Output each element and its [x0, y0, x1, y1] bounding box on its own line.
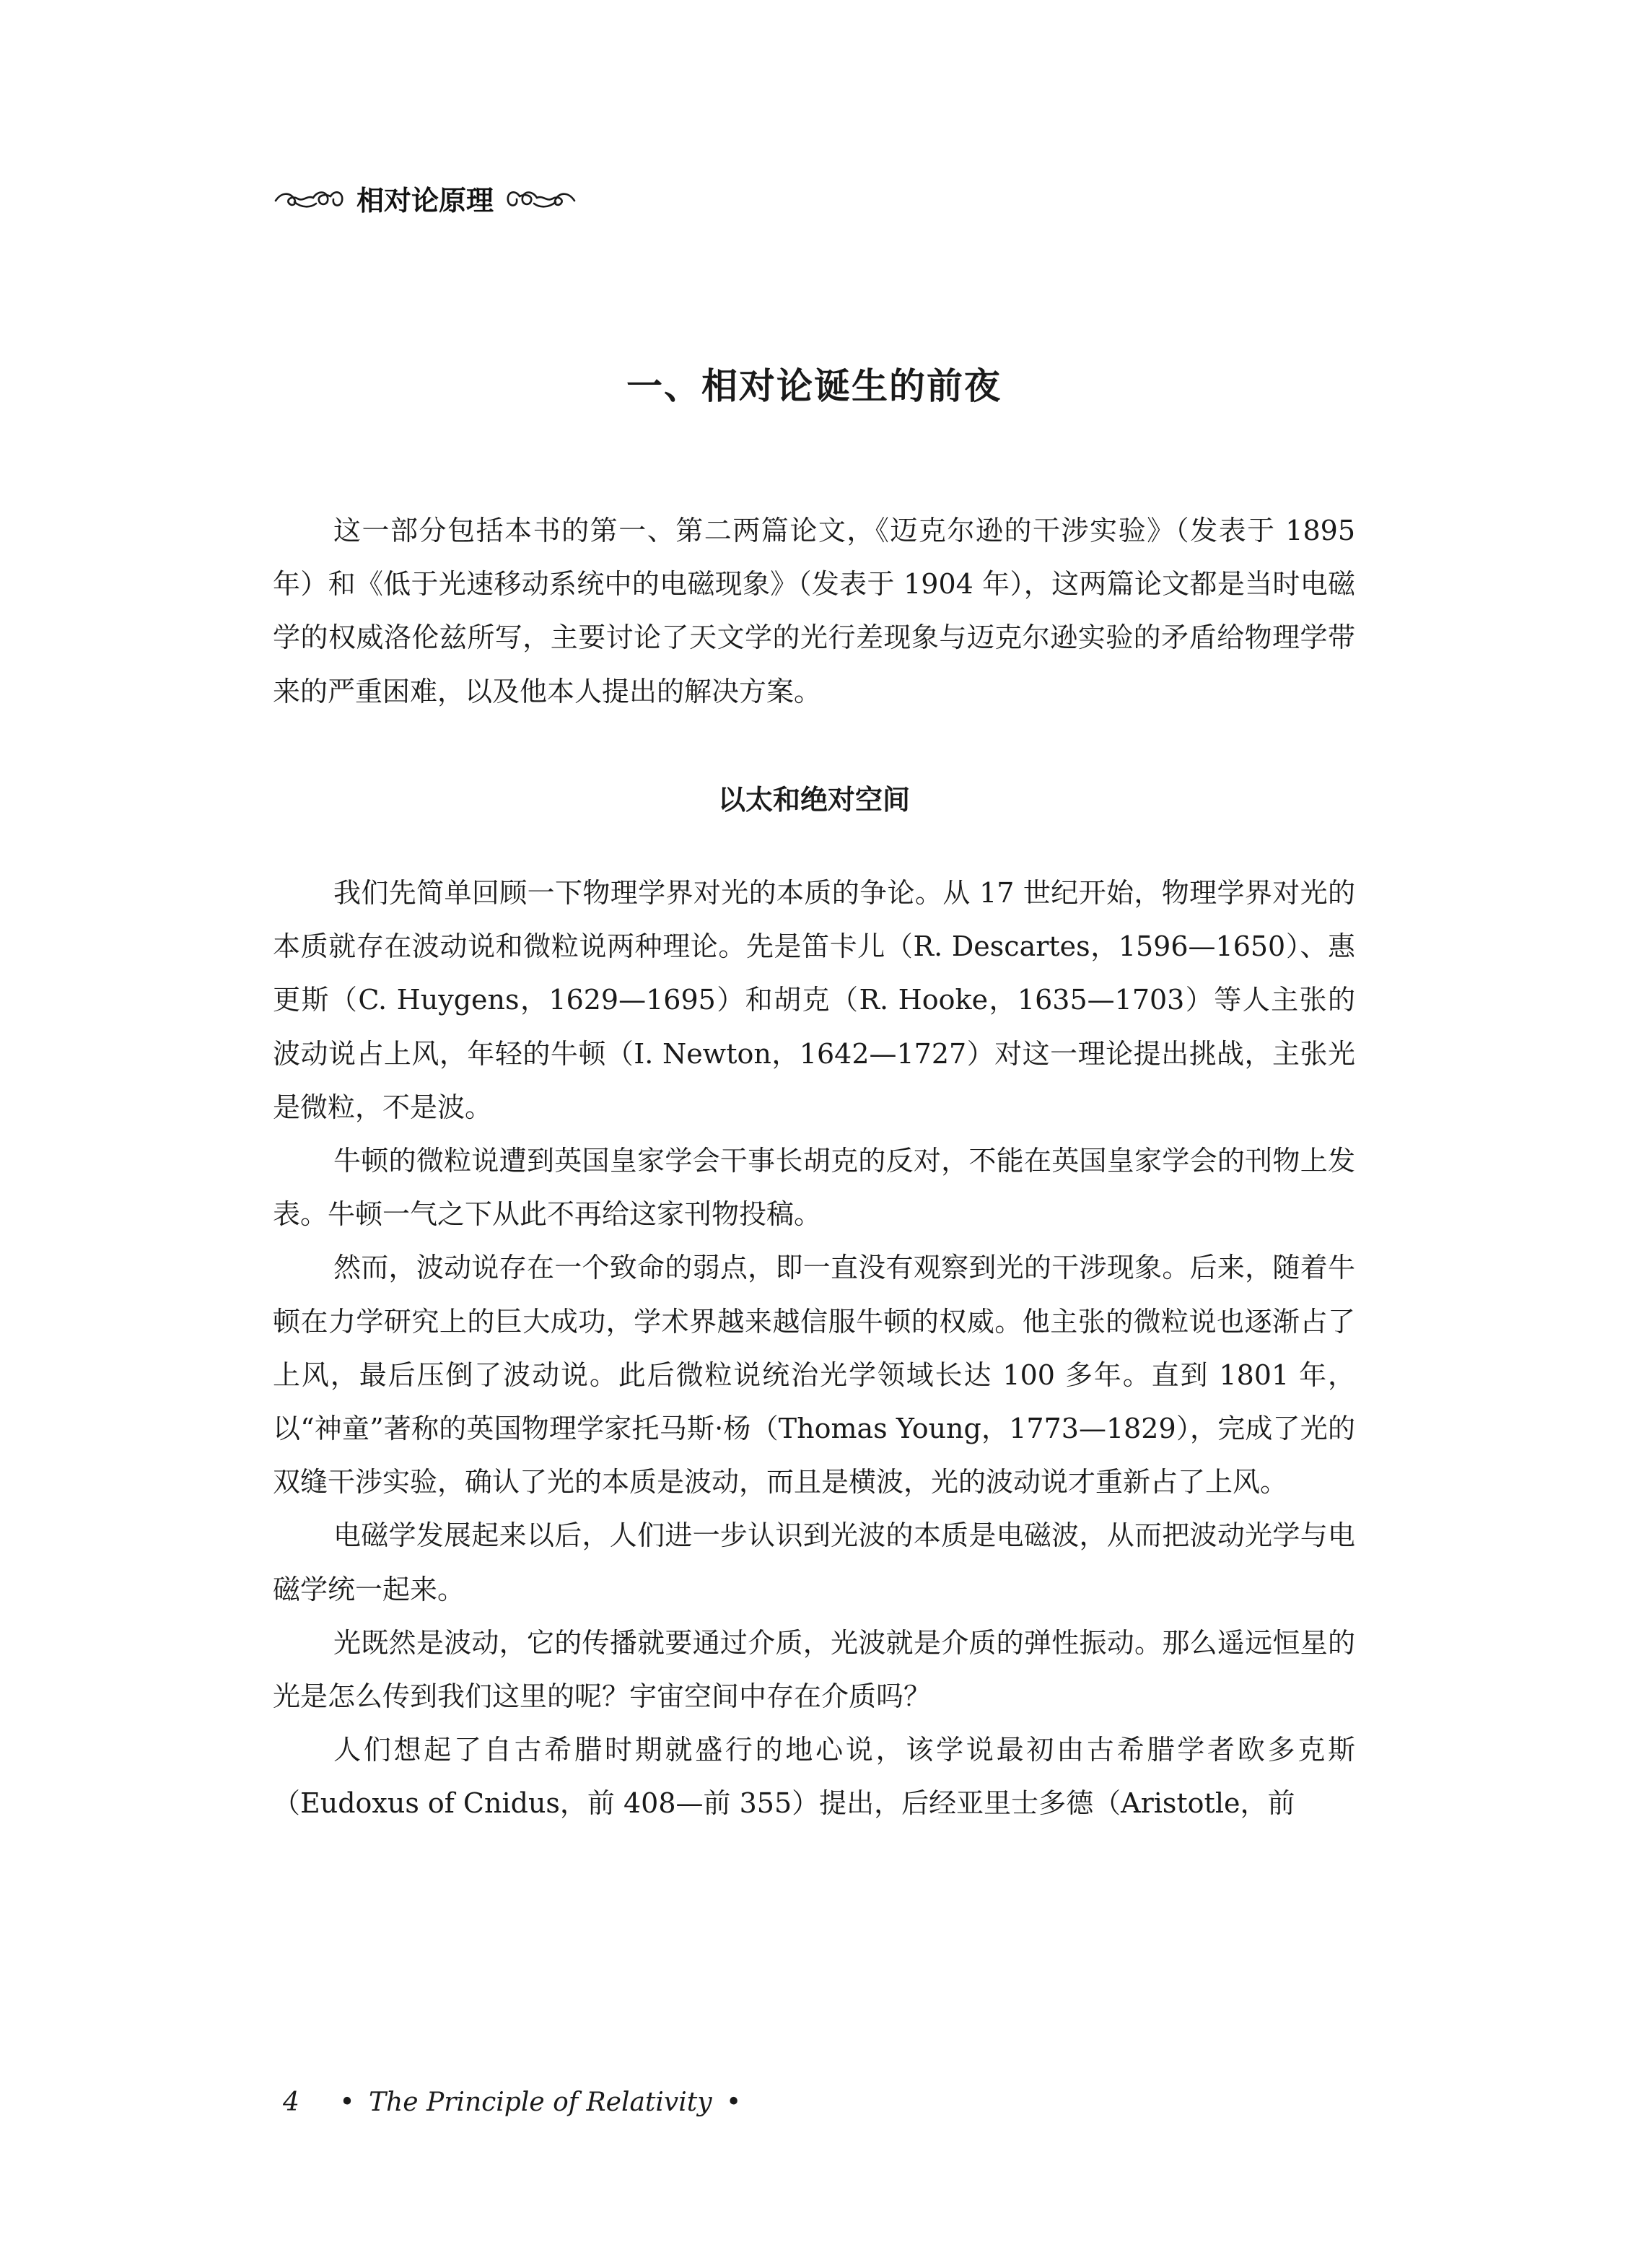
- body-paragraph: 然而，波动说存在一个致命的弱点，即一直没有观察到光的干涉现象。后来，随着牛顿在力学研究上的巨大成功，学术界越来越信服牛顿的权威。他主张的微粒说也逐渐占了上风，最后压倒了波动说。此后微粒说统治光学领域长达 100 多年。直到 1801 年，以“神童”著称的英国物理学家托马斯·杨（Thomas Young，1773—1829），完成了光的双缝干涉实验，确认了光的本质是波动，而且是横波，光的波动说才重新占了上风。: [273, 1252, 1355, 1499]
- footer-bullet-right: •: [726, 2088, 742, 2117]
- left-ornament-icon: [273, 185, 345, 211]
- right-ornament-icon: [505, 185, 577, 211]
- body-paragraph: 电磁学发展起来以后，人们进一步认识到光波的本质是电磁波，从而把波动光学与电磁学统一起来。: [273, 1519, 1355, 1605]
- section-heading: 以太和绝对空间: [717, 784, 910, 816]
- footer-book-title: The Principle of Relativity: [369, 2088, 712, 2117]
- footer-bullet-left: •: [339, 2088, 355, 2117]
- body-text: [273, 866, 1355, 1831]
- page-number: 4: [283, 2088, 299, 2117]
- running-header: [273, 179, 577, 217]
- body-paragraph: 牛顿的微粒说遭到英国皇家学会干事长胡克的反对，不能在英国皇家学会的刊物上发表。牛顿一气之下从此不再给这家刊物投稿。: [273, 1145, 1355, 1231]
- body-paragraph: 人们想起了自古希腊时期就盛行的地心说，该学说最初由古希腊学者欧多克斯（Eudoxus of Cnidus，前 408—前 355）提出，后经亚里士多德（Aristotle，前: [273, 1734, 1355, 1820]
- intro-section: [273, 504, 1355, 718]
- body-paragraph: 光既然是波动，它的传播就要通过介质，光波就是介质的弹性振动。那么遥远恒星的光是怎么传到我们这里的呢？宇宙空间中存在介质吗？: [273, 1626, 1355, 1713]
- body-paragraph: 我们先简单回顾一下物理学界对光的本质的争论。从 17 世纪开始，物理学界对光的本质就存在波动说和微粒说两种理论。先是笛卡儿（R. Descartes，1596—1650）、惠更斯（C. Huygens，1629—1695）和胡克（R. Hooke，1635—1703）等人主张的波动说占上风，年轻的牛顿（I. Newton，1642—1727）对这一理论提出挑战，主张光是微粒，不是波。: [273, 877, 1355, 1123]
- intro-paragraph: 这一部分包括本书的第一、第二两篇论文，《迈克尔逊的干涉实验》（发表于 1895 年）和《低于光速移动系统中的电磁现象》（发表于 1904 年），这两篇论文都是当时电磁学的权威洛伦兹所写，主要讨论了天文学的光行差现象与迈克尔逊实验的矛盾给物理学带来的严重困难，以及他本人提出的解决方案。: [273, 515, 1355, 707]
- page-footer: [283, 2085, 747, 2121]
- running-header-title: 相对论原理: [356, 184, 494, 217]
- chapter-title: 一、相对论诞生的前夜: [626, 365, 1002, 407]
